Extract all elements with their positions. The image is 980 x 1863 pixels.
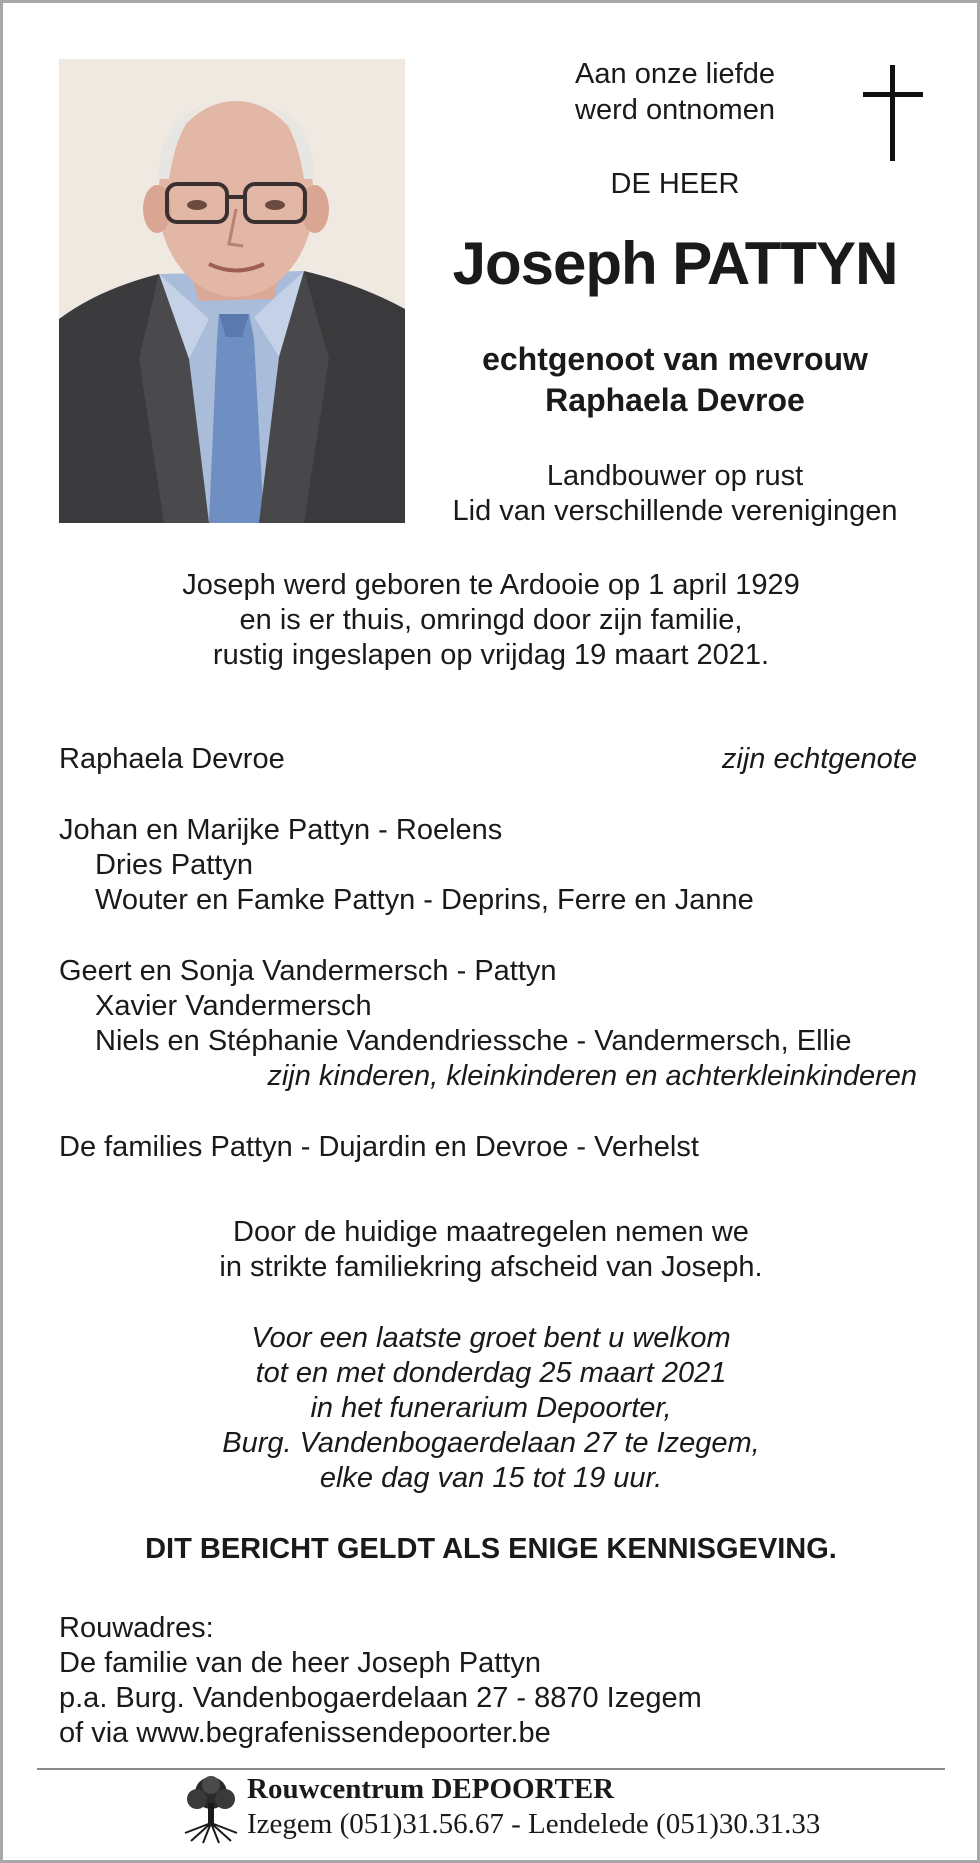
family-group2-line3: Niels en Stéphanie Vandendriessche - Vandermersch, Ellie — [95, 1025, 852, 1057]
portrait-illustration — [59, 59, 405, 523]
family-group1-line2: Dries Pattyn — [95, 849, 253, 881]
family-group2-line2: Xavier Vandermersch — [95, 990, 372, 1022]
footer-phones: Izegem (051)31.56.67 - Lendelede (051)30.31.33 — [247, 1808, 821, 1840]
address-label: Rouwadres: — [59, 1612, 214, 1644]
address-line-2: p.a. Burg. Vandenbogaerdelaan 27 - 8870 Izegem — [59, 1682, 702, 1714]
deceased-name: Joseph PATTYN — [452, 230, 898, 297]
notice-line: DIT BERICHT GELDT ALS ENIGE KENNISGEVING. — [145, 1533, 837, 1565]
role-line-2: Lid van verschillende verenigingen — [452, 495, 898, 527]
visitation-line-2: tot en met donderdag 25 maart 2021 — [255, 1357, 727, 1389]
farewell-line-1: Door de huidige maatregelen nemen we — [233, 1216, 749, 1248]
portrait-photo — [59, 59, 405, 523]
footer-divider — [37, 1768, 945, 1770]
visitation-line-4: Burg. Vandenbogaerdelaan 27 te Izegem, — [222, 1427, 760, 1459]
announcement-line-2: en is er thuis, omringd door zijn familie, — [239, 604, 743, 636]
address-line-3: of via www.begrafenissendepoorter.be — [59, 1717, 551, 1749]
visitation-line-5: elke dag van 15 tot 19 uur. — [319, 1462, 663, 1494]
children-relation: zijn kinderen, kleinkinderen en achterkleinkinderen — [267, 1060, 917, 1092]
footer-company: Rouwcentrum DEPOORTER — [247, 1773, 615, 1805]
visitation-line-3: in het funerarium Depoorter, — [310, 1392, 672, 1424]
family-group1-line1: Johan en Marijke Pattyn - Roelens — [59, 814, 503, 846]
announcement-line-3: rustig ingeslapen op vrijdag 19 maart 2021. — [212, 639, 770, 671]
intro-line-1: Aan onze liefde — [575, 58, 775, 90]
intro-line-2: werd ontnomen — [575, 94, 775, 126]
spouse-line-1: echtgenoot van mevrouw — [482, 341, 868, 377]
spouse-relation: zijn echtgenote — [721, 743, 917, 775]
farewell-line-2: in strikte familiekring afscheid van Joseph. — [219, 1251, 763, 1283]
visitation-line-1: Voor een laatste groet bent u welkom — [251, 1322, 731, 1354]
spouse-name: Raphaela Devroe — [59, 743, 285, 775]
families-line: De families Pattyn - Dujardin en Devroe - Verhelst — [59, 1131, 699, 1163]
tree-logo-icon — [183, 1775, 239, 1845]
title-prefix: DE HEER — [610, 168, 740, 200]
family-group1-line3: Wouter en Famke Pattyn - Deprins, Ferre en Janne — [95, 884, 754, 916]
spouse-line-2: Raphaela Devroe — [545, 382, 805, 418]
family-group2-line1: Geert en Sonja Vandermersch - Pattyn — [59, 955, 557, 987]
announcement-line-1: Joseph werd geboren te Ardooie op 1 april 1929 — [182, 569, 800, 601]
role-line-1: Landbouwer op rust — [546, 460, 804, 492]
address-line-1: De familie van de heer Joseph Pattyn — [59, 1647, 541, 1679]
